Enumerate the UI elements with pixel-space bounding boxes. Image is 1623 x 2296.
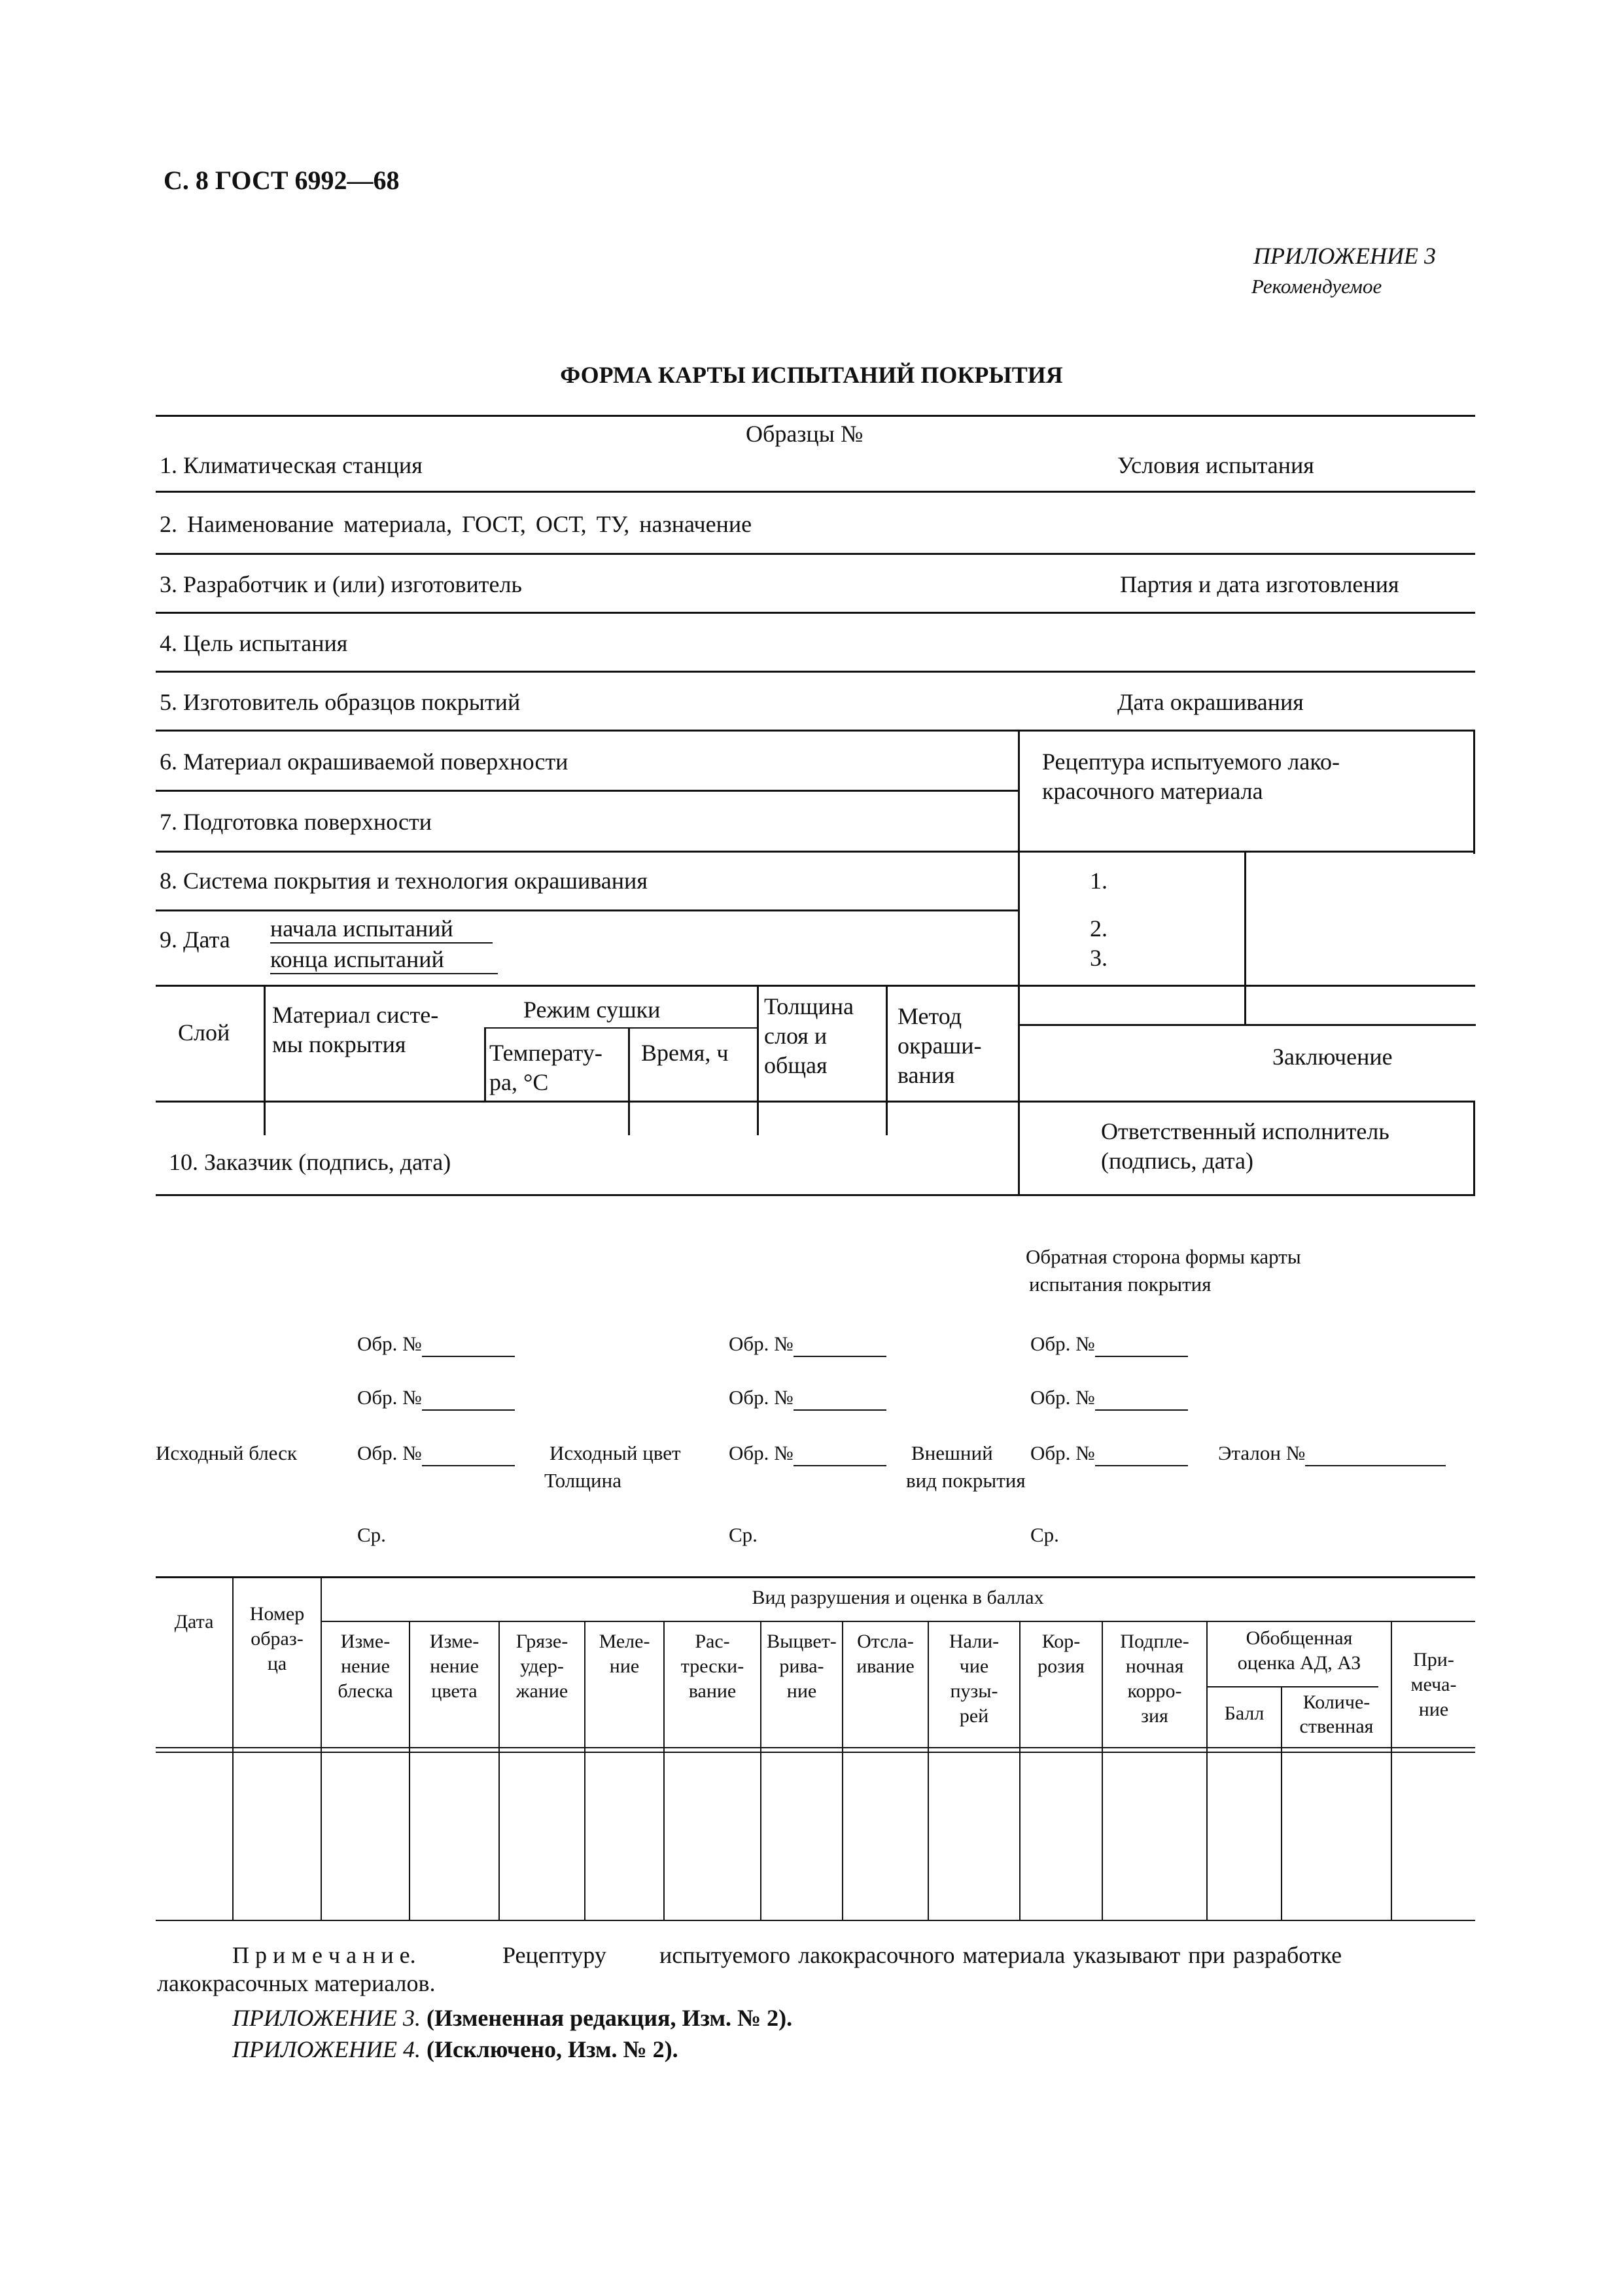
col-method-l3: вания	[898, 1062, 955, 1088]
damage-col-10-line-3: корро-	[1127, 1680, 1182, 1702]
sub-score: Балл	[1224, 1703, 1265, 1724]
recipe-item-2: 2.	[1090, 915, 1108, 942]
damage-col-6-line-3: ние	[786, 1680, 817, 1702]
average-col2: Ср.	[729, 1523, 758, 1546]
col-temperature-l1: Температу-	[489, 1040, 602, 1066]
damage-col-10-line-1: Подпле-	[1120, 1631, 1189, 1652]
note-label: П р и м е ч а н и е.	[232, 1942, 416, 1968]
item-developer: 3. Разработчик и (или) изготовитель	[160, 571, 522, 597]
damage-col-5-line-2: трески-	[680, 1655, 744, 1677]
item-customer: 10. Заказчик (подпись, дата)	[169, 1149, 451, 1175]
obr-row1-col3: Обр. №	[1030, 1332, 1188, 1357]
generalized-l2: оценка АД, АЗ	[1237, 1652, 1361, 1674]
obr-row2-col2: Обр. №	[729, 1386, 886, 1411]
obr-row2-col1: Обр. №	[357, 1386, 515, 1411]
col-note-l3: ние	[1418, 1699, 1449, 1720]
back-caption-l2: испытания покрытия	[1029, 1273, 1212, 1296]
damage-col-7-line-2: ивание	[856, 1655, 915, 1677]
obr-row3-col2: Обр. №	[729, 1441, 886, 1466]
damage-col-9-line-1: Кор-	[1041, 1631, 1081, 1652]
test-conditions-label: Условия испытания	[1117, 452, 1314, 478]
batch-date-label: Партия и дата изготовления	[1120, 571, 1399, 597]
recipe-item-1: 1.	[1090, 868, 1108, 894]
responsible-l2: (подпись, дата)	[1101, 1148, 1253, 1174]
obr-row3-col1: Обр. №	[357, 1441, 515, 1466]
col-thickness-l2: слоя и	[764, 1023, 828, 1049]
appendix-status: Рекомендуемое	[1251, 275, 1382, 298]
damage-col-4-line-2: ние	[609, 1655, 640, 1677]
damage-col-1-line-2: нение	[341, 1655, 390, 1677]
damage-col-8-line-4: рей	[959, 1705, 989, 1727]
damage-col-8-line-3: пузы-	[950, 1680, 998, 1702]
note-text-2: испытуемого лакокрасочного материала указывают при разработке	[659, 1942, 1342, 1968]
col-time: Время, ч	[641, 1040, 729, 1066]
col-temperature-l2: ра, °С	[489, 1069, 549, 1095]
damage-col-9-line-2: розия	[1038, 1655, 1085, 1677]
col-method-l1: Метод	[898, 1003, 962, 1029]
average-col3: Ср.	[1030, 1523, 1059, 1546]
item-coating-system: 8. Система покрытия и технология окрашивания	[160, 868, 648, 894]
thickness-label: Толщина	[544, 1469, 621, 1492]
col-material-l2: мы покрытия	[272, 1031, 406, 1057]
form-title: ФОРМА КАРТЫ ИСПЫТАНИЙ ПОКРЫТИЯ	[560, 362, 1063, 388]
item-sample-maker: 5. Изготовитель образцов покрытий	[160, 689, 521, 715]
item-test-purpose: 4. Цель испытания	[160, 630, 348, 656]
recipe-item-3: 3.	[1090, 945, 1108, 971]
col-drying-mode: Режим сушки	[523, 997, 661, 1023]
col-sample-l2: образ-	[251, 1628, 304, 1650]
recipe-label-line1: Рецептура испытуемого лако-	[1042, 749, 1340, 775]
sub-quantitative-l2: ственная	[1299, 1716, 1374, 1737]
appearance-label-l2: вид покрытия	[906, 1469, 1026, 1492]
sub-quantitative-l1: Количе-	[1302, 1691, 1370, 1713]
amendment-1: ПРИЛОЖЕНИЕ 3. (Измененная редакция, Изм. № 2).	[232, 2005, 793, 2031]
etalon-label: Эталон №	[1218, 1441, 1446, 1466]
obr-row1-col2: Обр. №	[729, 1332, 886, 1357]
obr-row3-col3: Обр. №	[1030, 1441, 1188, 1466]
col-layer: Слой	[178, 1019, 230, 1046]
appearance-label-l1: Внешний	[911, 1441, 993, 1464]
damage-col-5-line-3: вание	[688, 1680, 737, 1702]
damage-col-6-line-1: Выцвет-	[767, 1631, 837, 1652]
damage-col-8-line-1: Нали-	[949, 1631, 1000, 1652]
col-sample-l1: Номер	[249, 1603, 305, 1625]
damage-col-6-line-2: рива-	[779, 1655, 824, 1677]
item-material-name: 2. Наименование материала, ГОСТ, ОСТ, ТУ, назначение	[160, 511, 752, 537]
conclusion-label: Заключение	[1272, 1044, 1393, 1070]
col-note-l1: При-	[1413, 1649, 1454, 1670]
col-sample-l3: ца	[267, 1653, 287, 1674]
damage-col-3-line-3: жание	[515, 1680, 568, 1702]
damage-col-10-line-2: ночная	[1125, 1655, 1184, 1677]
damage-col-3-line-2: удер-	[520, 1655, 564, 1677]
damage-col-7-line-1: Отсла-	[857, 1631, 914, 1652]
damage-col-5-line-1: Рас-	[695, 1631, 730, 1652]
damage-col-2-line-1: Изме-	[429, 1631, 480, 1652]
note-text-1: Рецептуру	[502, 1942, 606, 1968]
appendix-number: ПРИЛОЖЕНИЕ 3	[1253, 243, 1436, 269]
col-note-l2: меча-	[1410, 1674, 1457, 1695]
item-dates: 9. Дата	[160, 927, 230, 953]
obr-row1-col1: Обр. №	[357, 1332, 515, 1357]
average-col1: Ср.	[357, 1523, 386, 1546]
note-text-3: лакокрасочных материалов.	[157, 1970, 436, 1996]
damage-col-10-line-4: зия	[1141, 1705, 1168, 1727]
col-method-l2: окраши-	[898, 1033, 982, 1059]
damage-col-4-line-1: Меле-	[599, 1631, 650, 1652]
damage-col-1-line-3: блеска	[338, 1680, 393, 1702]
obr-row2-col3: Обр. №	[1030, 1386, 1188, 1411]
damage-col-8-line-2: чие	[959, 1655, 989, 1677]
amendment-2: ПРИЛОЖЕНИЕ 4. (Исключено, Изм. № 2).	[232, 2036, 678, 2062]
painting-date-label: Дата окрашивания	[1117, 689, 1304, 715]
back-caption-l1: Обратная сторона формы карты	[1026, 1245, 1301, 1268]
col-thickness-l3: общая	[764, 1052, 828, 1078]
initial-color-label: Исходный цвет	[550, 1441, 681, 1464]
damage-col-3-line-1: Грязе-	[515, 1631, 568, 1652]
damage-col-1-line-1: Изме-	[340, 1631, 391, 1652]
col-material-l1: Материал систе-	[272, 1002, 439, 1028]
damage-col-2-line-3: цвета	[431, 1680, 478, 1702]
item-surface-prep: 7. Подготовка поверхности	[160, 809, 432, 835]
col-thickness-l1: Толщина	[764, 993, 854, 1019]
generalized-l1: Обобщенная	[1246, 1627, 1353, 1649]
damage-group-header: Вид разрушения и оценка в баллах	[752, 1587, 1044, 1608]
recipe-label-line2: красочного материала	[1042, 778, 1263, 804]
item-surface-material: 6. Материал окрашиваемой поверхности	[160, 749, 568, 775]
samples-number-label: Образцы №	[746, 421, 864, 447]
responsible-l1: Ответственный исполнитель	[1101, 1118, 1389, 1144]
date-end-label: конца испытаний	[270, 945, 498, 974]
date-start-label: начала испытаний	[270, 915, 493, 944]
initial-gloss-label: Исходный блеск	[156, 1441, 298, 1464]
item-climatic-station: 1. Климатическая станция	[160, 452, 423, 478]
damage-col-2-line-2: нение	[430, 1655, 479, 1677]
page-reference: С. 8 ГОСТ 6992—68	[164, 166, 400, 195]
col-date: Дата	[174, 1611, 214, 1633]
